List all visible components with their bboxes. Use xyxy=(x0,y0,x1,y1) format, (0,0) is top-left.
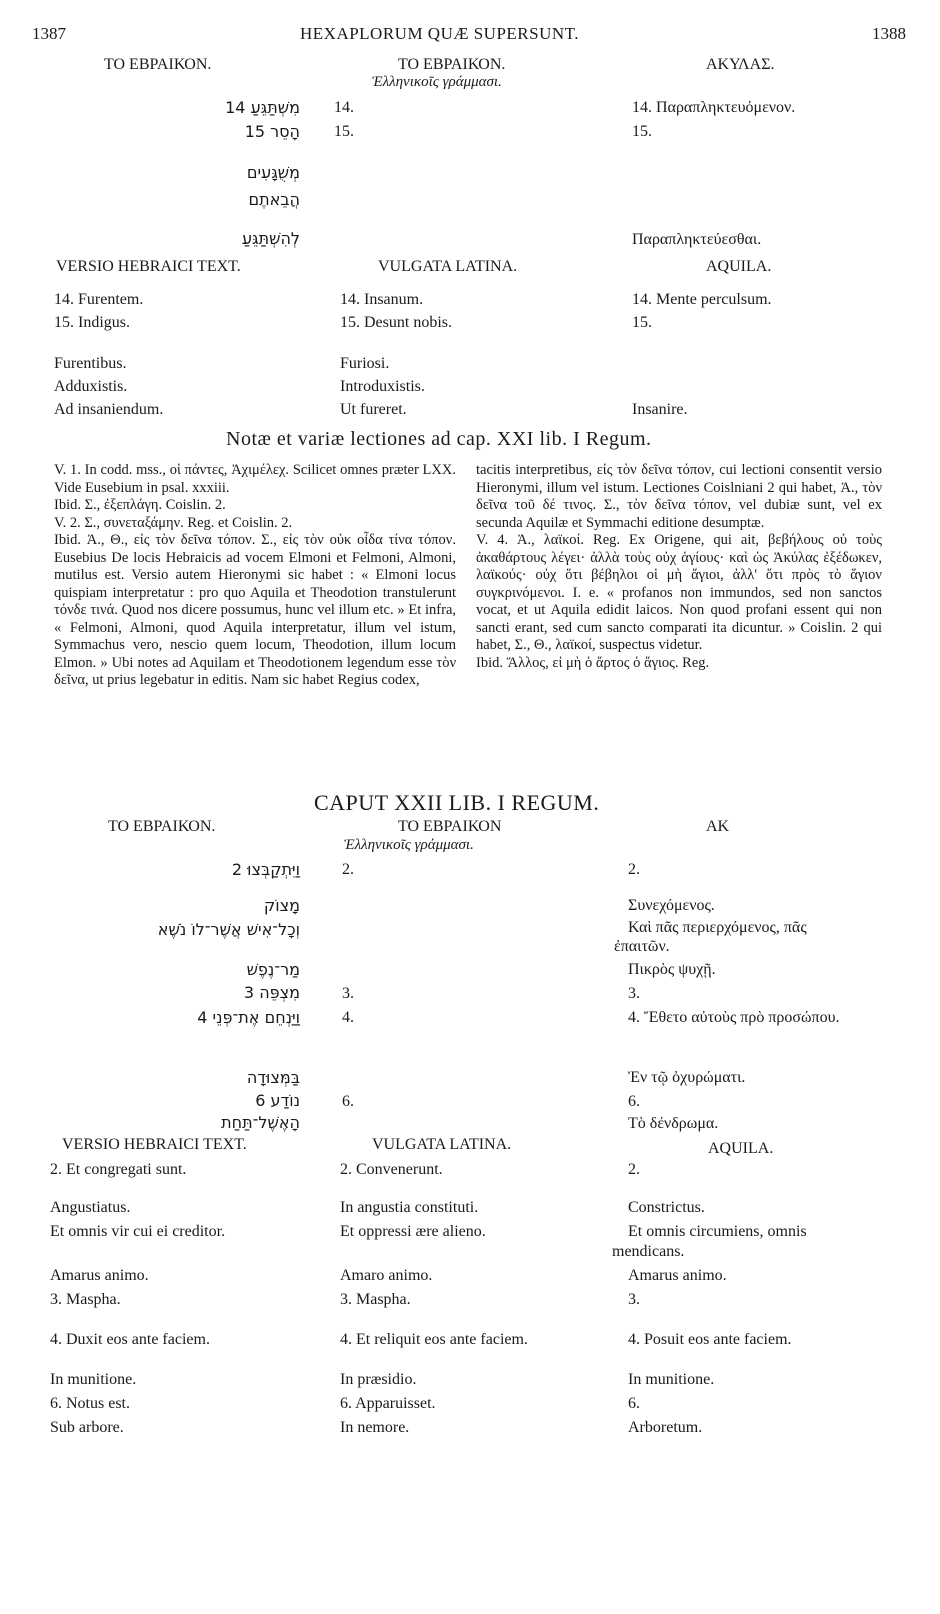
col1-line: Furentibus. xyxy=(54,355,127,372)
hebrew-line: וְכָל־אִישׁ אֲשֶׁר־לוֹ נֹשֶׁא xyxy=(157,920,300,939)
col2-line: 6. xyxy=(342,1093,354,1110)
col1-line: 15. Indigus. xyxy=(54,314,130,331)
col2-line: 6. Apparuisset. xyxy=(340,1395,436,1412)
col2-line: Introduxistis. xyxy=(340,378,425,395)
col3-line: Arboretum. xyxy=(628,1419,703,1436)
hebrew-line: לְהִשְׁתַּגֵּעַ xyxy=(241,229,300,248)
col2-line: 2. Convenerunt. xyxy=(340,1161,443,1178)
hebrew-line: מִצְפֵּה 3 xyxy=(243,983,300,1002)
notes-right-column xyxy=(476,462,882,672)
hebrew-line: מִשְׁתַּגֵּעַ 14 xyxy=(225,98,300,117)
hebrew-line: בַּמְּצוּדָה xyxy=(246,1068,300,1087)
col2-line: 14. Insanum. xyxy=(340,291,424,308)
hebrew-line: מַר־נֶפֶשׁ xyxy=(246,960,300,979)
running-title: HEXAPLORUM QUÆ SUPERSUNT. xyxy=(300,24,580,43)
notes-title: Notæ et variæ lectiones ad cap. XXI lib. I Regum. xyxy=(226,428,652,450)
col2-heading: VULGATA LATINA. xyxy=(378,258,518,275)
col3-line: 4. Posuit eos ante faciem. xyxy=(628,1331,792,1348)
col3-line: Καὶ πᾶς περιερχόμενος, πᾶς xyxy=(628,919,807,936)
col3-heading: AQUILA. xyxy=(706,258,772,275)
col2-line: 15. xyxy=(334,123,354,140)
col2-line: 4. Et reliquit eos ante faciem. xyxy=(340,1331,528,1348)
col1-heading: VERSIO HEBRAICI TEXT. xyxy=(56,258,241,275)
col2-line: 2. xyxy=(342,861,354,878)
col3-line: Παραπληκτεύεσθαι. xyxy=(632,231,762,248)
hebrew-line: הָאֶשֶׁל־תַּחַת xyxy=(221,1113,300,1132)
col2-line: In angustia constituti. xyxy=(340,1199,479,1216)
col2-line: 14. xyxy=(334,99,354,116)
col3-line: Constrictus. xyxy=(628,1199,705,1216)
col3-line: ἐπαιτῶν. xyxy=(614,938,670,955)
col1-line: 6. Notus est. xyxy=(50,1395,130,1412)
col3-line: Et omnis circumiens, omnis xyxy=(628,1223,807,1240)
note-paragraph: V. 1. In codd. mss., οἱ πάντες, Ἀχιμέλεχ. Scilicet omnes præter LXX. Vide Eusebium in psal. xxxiii. xyxy=(54,462,456,496)
col2-line: Amaro animo. xyxy=(340,1267,433,1284)
hebrew-line: מָצוֹק xyxy=(263,896,300,915)
hebrew-line: הָסֵר 15 xyxy=(244,122,300,141)
col1-line: 14. Furentem. xyxy=(54,291,144,308)
chapter-title: CAPUT XXII LIB. I REGUM. xyxy=(314,790,600,815)
col1-heading: VERSIO HEBRAICI TEXT. xyxy=(62,1136,247,1153)
col3-line: 6. xyxy=(628,1093,640,1110)
notes-left-column xyxy=(54,462,456,690)
col1-line: Ad insaniendum. xyxy=(54,401,164,418)
col3-line: 14. Mente perculsum. xyxy=(632,291,772,308)
col3-heading: ΑΚΥΛΑΣ. xyxy=(706,56,775,73)
col3-line: 15. xyxy=(632,123,652,140)
col2-heading: ΤΟ ΕΒΡΑΙΚΟΝ xyxy=(398,818,502,835)
col2-line: Et oppressi ære alieno. xyxy=(340,1223,486,1240)
col3-line: Συνεχόμενος. xyxy=(628,897,715,914)
col1-line: 4. Duxit eos ante faciem. xyxy=(50,1331,210,1348)
col2-line: Furiosi. xyxy=(340,355,390,372)
col3-line: Πικρὸς ψυχῇ. xyxy=(628,961,716,978)
col2-line: Ut fureret. xyxy=(340,401,407,418)
col3-line: 15. xyxy=(632,314,652,331)
hebrew-line: וַיִּתְקַבְּצוּ 2 xyxy=(231,860,300,879)
col2-subheading: Ἑλληνικοῖς γράμμασι. xyxy=(372,74,502,90)
page-number-right: 1388 xyxy=(872,24,906,43)
col3-line: 2. xyxy=(628,1161,640,1178)
col3-line: Τὸ δένδρωμα. xyxy=(628,1115,719,1132)
col3-line: mendicans. xyxy=(612,1243,685,1260)
col3-line: 14. Παραπληκτευόμενον. xyxy=(632,99,796,116)
col3-line: 4. Ἔθετο αὐτοὺς πρὸ προσώπου. xyxy=(628,1009,840,1026)
hebrew-line: מְשֻׁגָּעִים xyxy=(246,163,300,182)
hebrew-line: הֲבֵאתֶם xyxy=(248,190,300,209)
col1-line: 3. Maspha. xyxy=(50,1291,121,1308)
col2-line: In nemore. xyxy=(340,1419,410,1436)
col3-line: Ἐν τῷ ὀχυρώματι. xyxy=(628,1069,746,1086)
col2-line: 15. Desunt nobis. xyxy=(340,314,452,331)
col1-line: In munitione. xyxy=(50,1371,137,1388)
col2-heading: VULGATA LATINA. xyxy=(372,1136,512,1153)
note-paragraph: tacitis interpretibus, εἰς τὸν δεῖνα τόπον, cui lectioni consentit versio Hieronymi, illum vel istum. Lectiones Coislniani 2 qui habet, Ἀ., τὸν δεῖνα τοῦ δέ τινος. Σ., τὸν δεῖνα τόπον, vel dubiæ sunt, vel ex secunda Aquilæ et Symmachi editione desumptæ. xyxy=(476,462,882,531)
col1-line: Adduxistis. xyxy=(54,378,128,395)
note-paragraph: Ibid. Σ., ἐξεπλάγη. Coislin. 2. xyxy=(54,497,226,513)
hebrew-line: נוֹדַע 6 xyxy=(255,1091,300,1110)
col2-line: 3. xyxy=(342,985,354,1002)
note-paragraph: V. 2. Σ., συνεταξάμην. Reg. et Coislin. 2. xyxy=(54,514,293,531)
hebrew-line: וַיַּנְחֵם אֶת־פְּנֵי 4 xyxy=(197,1008,300,1027)
col3-line: Insanire. xyxy=(632,401,688,418)
col1-heading: ΤΟ ΕΒΡΑΙΚΟΝ. xyxy=(104,56,212,73)
col3-line: 3. xyxy=(628,985,640,1002)
col3-heading: AQUILA. xyxy=(708,1140,774,1157)
col1-line: Angustiatus. xyxy=(50,1199,131,1216)
col3-line: Amarus animo. xyxy=(628,1267,727,1284)
note-paragraph: Ibid. Ἄλλος, εἰ μὴ ὁ ἄρτος ὁ ἅγιος. Reg. xyxy=(476,654,710,671)
col3-line: 6. xyxy=(628,1395,640,1412)
note-paragraph: Ibid. Ἀ., Θ., εἰς τὸν δεῖνα τόπον. Σ., εἰς τὸν οὐκ οἶδα τίνα τόπον. Eusebius De locis Hebraicis ad vocem Elmoni et Felmoni, Almoni, mutilus est. Versio autem Hieronymi sic habet : « Elmoni locus quispiam interpretatur : pro quo Aquila et Theodotion transtulerunt τόνδε τινά. Quod nos dicere possumus, hunc vel illum etc. » Et infra, « Felmoni, Almoni, quod Aquila interpretatur, illum vel istum, Symmachus vero, nescio quem locum, Theodotion, illum locum Elmon. » Ubi notes ad Aquilam et Theodotionem legendum esse τὸν δεῖνα, ut prius legebatur in editis. Nam sic habet Regius codex, xyxy=(54,532,456,688)
col2-subheading: Ἑλληνικοῖς γράμμασι. xyxy=(344,837,474,853)
page-number-left: 1387 xyxy=(32,24,66,43)
col3-line: 3. xyxy=(628,1291,640,1308)
col3-line: 2. xyxy=(628,861,640,878)
note-paragraph: V. 4. Ἀ., λαϊκοί. Reg. Ex Origene, qui ait, βεβήλους οὐ τοὺς ἀκαθάρτους λέγει· ἀλλὰ τοὺς οὐχ ἁγίους· καὶ ὡς Ἀκύλας ἐξέδωκεν, λαϊκούς· οὐχ ὅτι βέβηλοι οἱ μὴ ἅγιοι, ἀλλ' ὅτι πρὸς τὸ ἅγιον συγκρινόμενοι. I. e. « profanos non immundos, sed non sanctos vocat, et ut Aquila edidit laicos. Non quod profani essent qui non sancti erant, sed cum sancto comparati ita dicuntur. » Coislin. 2 qui habet, Σ., Θ., λαϊκοί, suspectus videtur. xyxy=(476,532,882,653)
col2-line: 3. Maspha. xyxy=(340,1291,411,1308)
col1-line: Et omnis vir cui ei creditor. xyxy=(50,1223,226,1240)
col3-line: In munitione. xyxy=(628,1371,715,1388)
col1-heading: ΤΟ ΕΒΡΑΙΚΟΝ. xyxy=(108,818,216,835)
col1-line: Sub arbore. xyxy=(50,1419,124,1436)
col1-line: Amarus animo. xyxy=(50,1267,149,1284)
col2-line: In præsidio. xyxy=(340,1371,417,1388)
col2-line: 4. xyxy=(342,1009,354,1026)
col1-line: 2. Et congregati sunt. xyxy=(50,1161,187,1178)
col3-heading: ΑΚ xyxy=(706,818,730,835)
col2-heading: ΤΟ ΕΒΡΑΙΚΟΝ. xyxy=(398,56,506,73)
